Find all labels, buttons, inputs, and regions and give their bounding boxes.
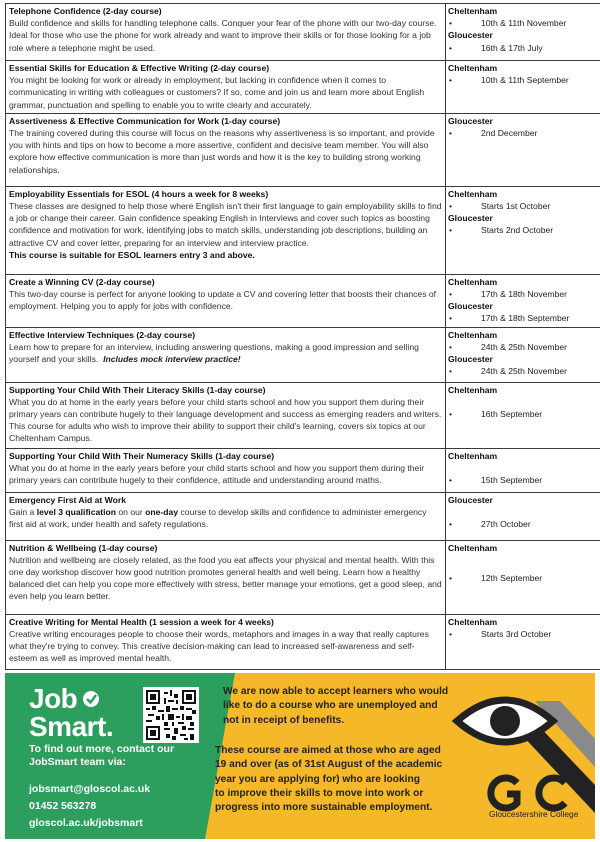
course-row-numeracy	[6, 448, 600, 492]
course-row-winning-cv	[6, 274, 600, 327]
course-description: Learn how to prepare for an interview, including answering questions, making a good impression and selling yourself and your skills.	[9, 341, 419, 364]
course-description-cell	[6, 540, 446, 614]
campus-name: Cheltenham	[448, 329, 498, 340]
course-row-creative-writing	[6, 614, 600, 669]
college-logo	[491, 778, 565, 808]
course-description: What you do at home in the early years before your child starts school and how you support them during their primary years can contribute hugely to their confidence, attitude and understanding around maths.	[9, 462, 425, 485]
course-title: Telephone Confidence (2-day course)	[9, 6, 162, 16]
age-requirement-message: These course are aimed at those who are aged 19 and over (as of 31st August of the academic year you are applying for) who are looking to improve their skills to move into work or progress into more sustainable employment.	[215, 745, 443, 814]
course-description: Build confidence and skills for handling telephone calls. Conquer your fear of the phone with our two-day course. Ideal for those who use the phone for work already and want to improve their skills or for those looking for a job role where a telephone might be used.	[9, 18, 437, 53]
date-text: 10th & 11th November	[481, 18, 567, 29]
date-item: • 15th September	[449, 474, 543, 485]
course-description-cell	[6, 274, 446, 327]
course-description: You might be looking for work or already in employment, but lacking in confidence when it comes to communicating in writing with colleagues or customers? If so, come and join us and learn more about English grammar, punctuation and spelling to enable you to write clearly and accurately.	[9, 75, 425, 110]
contact-heading: To find out more, contact our JobSmart team via:	[29, 743, 175, 768]
date-item: • 17th & 18th November	[449, 289, 567, 300]
date-item: • Starts 3rd October	[449, 628, 552, 639]
course-title: Assertiveness & Effective Communication for Work (1-day course)	[9, 115, 281, 126]
course-row-literacy	[6, 382, 600, 448]
course-dates-cell	[446, 327, 600, 382]
qr-code-icon	[146, 690, 196, 740]
campus-name: Cheltenham	[448, 188, 498, 199]
course-title: Creative Writing for Mental Health (1 session a week for 4 weeks)	[9, 616, 274, 627]
course-description: This two-day course is perfect for anyone looking to update a CV and covering letter that boosts their chances of employment. Helping you to apply for jobs with confidence.	[9, 289, 437, 312]
course-title: Supporting Your Child With Their Literacy Skills (1-day course)	[9, 384, 266, 395]
contact-phone[interactable]: 01452 563278	[29, 800, 97, 812]
campus-name: Cheltenham	[448, 384, 498, 395]
date-text: 17th & 18th November	[481, 289, 567, 300]
campus-name: Cheltenham	[448, 542, 498, 553]
course-dates-cell	[446, 492, 600, 540]
college-name: Gloucestershire College	[489, 809, 579, 819]
course-row-telephone-confidence	[6, 4, 600, 61]
campus-name: Gloucester	[448, 115, 493, 126]
date-item: • 27th October	[449, 518, 531, 529]
campus-name: Gloucester	[448, 353, 493, 364]
course-description: What you do at home in the early years before your child starts school and how you support them during their primary years can contribute hugely to their language development and success as emerging readers and writers. This course for adults who wish to improve their ability to support their child's learning, covers six topics at our Cheltenham Campus.	[9, 396, 442, 444]
course-dates-cell	[446, 540, 600, 614]
course-title: Nutrition & Wellbeing (1-day course)	[9, 542, 158, 553]
course-title: Emergency First Aid at Work	[9, 494, 127, 505]
course-dates-cell	[446, 382, 600, 448]
date-text: 27th October	[481, 518, 531, 529]
campus-name: Cheltenham	[448, 276, 498, 287]
date-item: • 17th & 18th September	[449, 313, 570, 324]
course-title: Employability Essentials for ESOL (4 hours a week for 8 weeks)	[9, 188, 269, 199]
date-item: • 24th & 25th November	[449, 341, 567, 352]
date-text: 2nd December	[481, 128, 538, 139]
date-item: • 10th & 11th November	[449, 18, 567, 29]
eye-icon	[457, 700, 553, 742]
date-text: 12th September	[481, 572, 543, 583]
course-description-cell	[6, 61, 446, 114]
date-item: • 12th September	[449, 572, 543, 583]
campus-name: Cheltenham	[448, 63, 498, 73]
campus-name: Cheltenham	[448, 6, 498, 16]
footer-banner	[5, 673, 595, 839]
date-text: 15th September	[481, 474, 543, 485]
date-text: 24th & 25th November	[481, 366, 567, 377]
jobsmart-logo-line2: Smart.	[29, 711, 114, 742]
course-dates-cell	[446, 274, 600, 327]
course-table	[5, 3, 600, 670]
course-row-assertiveness	[6, 113, 600, 186]
course-title: Effective Interview Techniques (2-day course)	[9, 329, 196, 340]
course-description: Gain a level 3 qualification on our one-day course to develop skills and confidence to administer emergency first aid at work, under health and safety regulations.	[9, 506, 427, 529]
date-text: 17th & 18th September	[481, 313, 570, 324]
eligibility-message: We are now able to accept learners who would like to do a course who are unemployed and not in receipt of benefits.	[223, 686, 449, 726]
course-dates-cell	[446, 61, 600, 114]
date-text: 10th & 11th September	[481, 75, 569, 86]
check-icon	[83, 691, 99, 707]
course-row-nutrition	[6, 540, 600, 614]
course-highlight: Includes mock interview practice!	[103, 354, 241, 364]
contact-email[interactable]: jobsmart@gloscol.ac.uk	[29, 783, 151, 795]
date-text: Starts 1st October	[481, 201, 551, 212]
course-row-first-aid	[6, 492, 600, 540]
campus-name: Gloucester	[448, 30, 493, 41]
campus-name: Cheltenham	[448, 450, 498, 461]
campus-name: Gloucester	[448, 494, 493, 505]
course-description: Creative writing encourages people to choose their words, metaphors and images in a way that really captures what they're trying to convey. This creative decision-making can lead to increased self-awareness and self-esteem as well as improved mental health.	[9, 628, 429, 664]
course-description: The training covered during this course will focus on the reasons why assertiveness is so important, and provide you with hints and tips on how to become a more assertive, confident and decisive team member. You will also explore how effective communication is more than just words and how it is the key to building strong working relationships.	[9, 128, 435, 175]
course-description-cell	[6, 448, 446, 492]
date-text: 16th & 17th July	[481, 42, 543, 53]
course-dates-cell	[446, 4, 600, 61]
date-item: • Starts 2nd October	[449, 225, 554, 236]
course-description-cell	[6, 113, 446, 186]
campus-name: Gloucester	[448, 213, 493, 224]
course-dates-cell	[446, 448, 600, 492]
date-item: • 16th & 17th July	[449, 42, 543, 53]
course-description-cell	[6, 492, 446, 540]
course-description: Nutrition and wellbeing are closely related, as the food you eat affects your physical and mental health. With this one day workshop discover how good nutrition promotes general health and well being. Learn how a healthy balanced diet can help you cope more effectively with stress, better manage your emotions, get a good sleep, and even help you learn better.	[9, 554, 442, 602]
course-description-cell	[6, 382, 446, 448]
course-row-interview-techniques	[6, 327, 600, 382]
contact-website[interactable]: gloscol.ac.uk/jobsmart	[29, 817, 143, 829]
date-text: Starts 2nd October	[481, 225, 554, 236]
qr-code[interactable]	[143, 687, 199, 743]
course-title: Create a Winning CV (2-day course)	[9, 276, 155, 287]
course-row-esol	[6, 186, 600, 274]
course-description-cell	[6, 186, 446, 274]
date-item: • 16th September	[449, 408, 543, 419]
jobsmart-logo-line1: Job	[29, 683, 78, 714]
course-dates-cell	[446, 186, 600, 274]
date-item: • Starts 1st October	[449, 201, 551, 212]
course-description-cell	[6, 614, 446, 669]
date-text: 16th September	[481, 408, 543, 419]
date-item: • 2nd December	[449, 128, 538, 139]
date-text: 24th & 25th November	[481, 341, 567, 352]
campus-name: Gloucester	[448, 301, 493, 312]
course-description: These classes are designed to help those where English isn't their first language to gain employability skills to find a job or change their career. Gain confidence speaking English in Interviews and cover such topics as boosting confidence and motivation for work, identifying jobs to match skills, understanding job descriptions, building an attractive CV and cover letter, preparing for an interview and interview practice.	[9, 201, 442, 248]
course-row-essential-skills	[6, 61, 600, 114]
course-dates-cell	[446, 113, 600, 186]
date-item: • 24th & 25th November	[449, 366, 567, 377]
date-text: Starts 3rd October	[481, 628, 552, 639]
course-dates-cell	[446, 614, 600, 669]
date-item: • 10th & 11th September	[449, 75, 569, 86]
course-title: Supporting Your Child With Their Numeracy Skills (1-day course)	[9, 450, 275, 461]
campus-name: Cheltenham	[448, 616, 498, 627]
course-description-cell	[6, 4, 446, 61]
course-requirement: This course is suitable for ESOL learners entry 3 and above.	[9, 249, 255, 260]
course-description-cell	[6, 327, 446, 382]
course-title: Essential Skills for Education & Effective Writing (2-day course)	[9, 63, 270, 73]
